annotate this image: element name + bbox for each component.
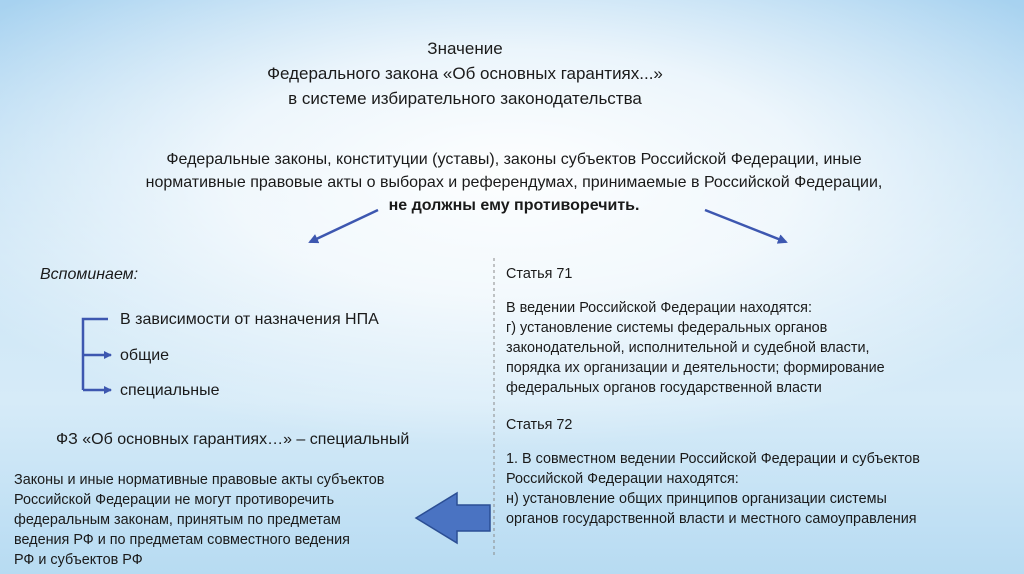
right-diagonal-arrow-icon bbox=[705, 210, 786, 242]
left-diagonal-arrow-icon bbox=[310, 210, 378, 242]
title-line-2: Федерального закона «Об основных гарантиях...» bbox=[267, 64, 663, 83]
fz-statement: ФЗ «Об основных гарантиях…» – специальный bbox=[56, 431, 410, 448]
classification-heading: В зависимости от назначения НПА bbox=[120, 311, 379, 328]
article-71-line: законодательной, исполнительной и судебной власти, bbox=[506, 340, 870, 356]
article-72-line: Российской Федерации находятся: bbox=[506, 471, 739, 487]
subject-laws-text bbox=[14, 470, 464, 570]
title-line-1: Значение bbox=[427, 39, 503, 58]
classification-bracket-icon bbox=[83, 319, 111, 390]
classification-item-special: специальные bbox=[120, 382, 220, 399]
subject-laws-line: ведения РФ и по предметам совместного ведения bbox=[14, 532, 350, 548]
article-71-line: федеральных органов государственной власти bbox=[506, 380, 822, 396]
classification-item-general: общие bbox=[120, 347, 170, 364]
title-line-3: в системе избирательного законодательства bbox=[288, 89, 642, 108]
subject-laws-line: федеральным законам, принятым по предметам bbox=[14, 512, 341, 528]
article-71-heading: Статья 71 bbox=[506, 266, 573, 282]
article-71-line: В ведении Российской Федерации находятся: bbox=[506, 300, 812, 316]
article-72-line: органов государственной власти и местного самоуправления bbox=[506, 511, 917, 527]
intro-line-1: Федеральные законы, конституции (уставы), законы субъектов Российской Федерации, иные bbox=[166, 151, 862, 168]
subject-laws-line: Законы и иные нормативные правовые акты субъектов bbox=[14, 472, 385, 488]
intro-bold-line: не должны ему противоречить. bbox=[388, 197, 640, 214]
article-72-line: н) установление общих принципов организации системы bbox=[506, 491, 887, 507]
subject-laws-line: Российской Федерации не могут противоречить bbox=[14, 492, 335, 508]
subject-laws-line: РФ и субъектов РФ bbox=[14, 552, 143, 568]
intro-line-2: нормативные правовые акты о выборах и референдумах, принимаемые в Российской Федерации, bbox=[145, 174, 883, 191]
article-72-line: 1. В совместном ведении Российской Федерации и субъектов bbox=[506, 451, 920, 467]
recall-label: Вспоминаем: bbox=[40, 266, 139, 283]
article-72-heading: Статья 72 bbox=[506, 417, 573, 433]
constitution-articles bbox=[506, 264, 1016, 529]
article-71-line: г) установление системы федеральных органов bbox=[506, 320, 828, 336]
article-71-line: порядка их организации и деятельности; формирование bbox=[506, 360, 885, 376]
